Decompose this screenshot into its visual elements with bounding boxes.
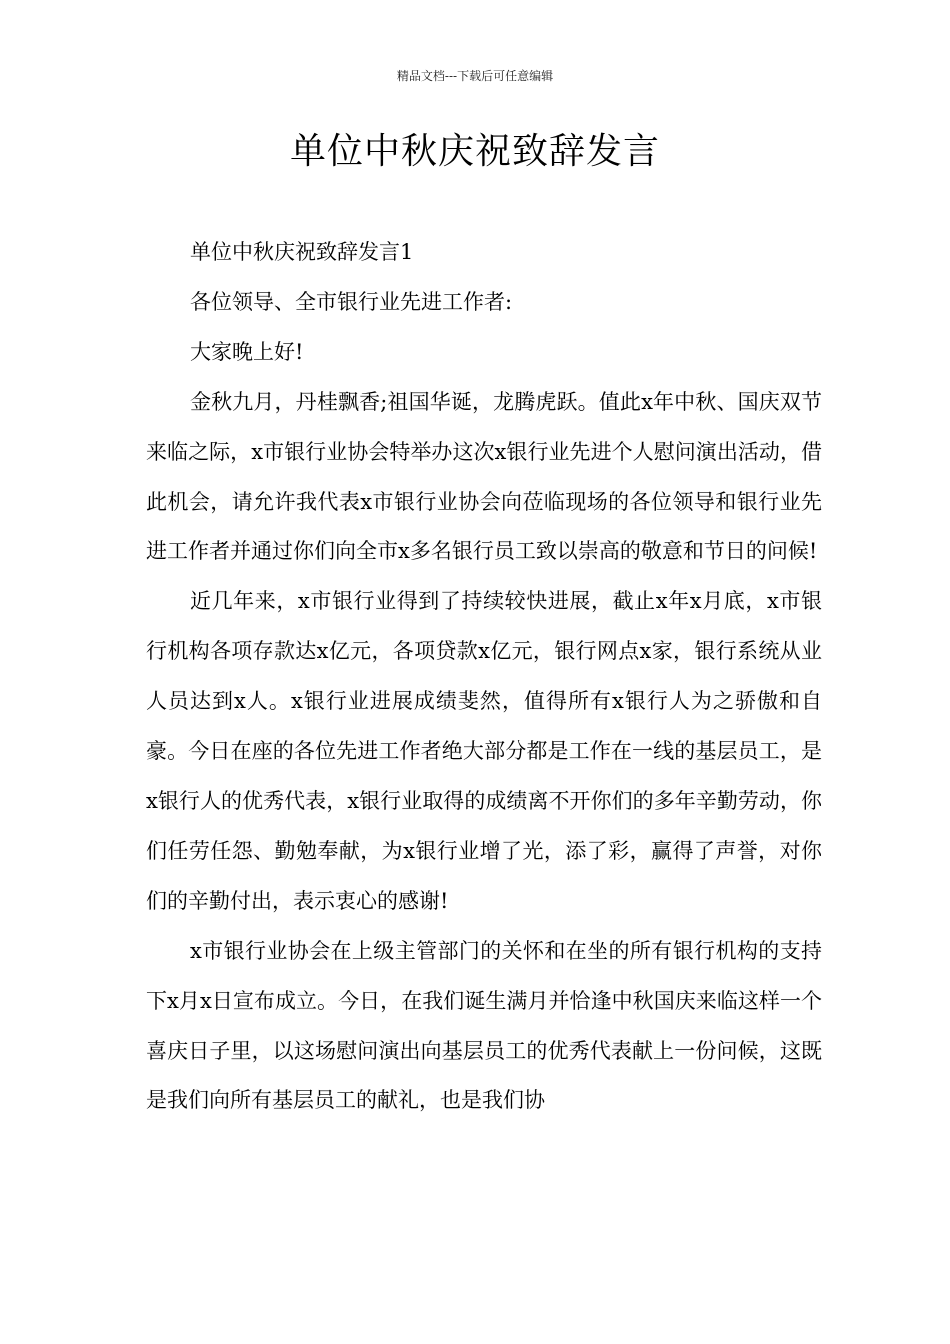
paragraph-body-1: 金秋九月，丹桂飘香;祖国华诞，龙腾虎跃。值此x年中秋、国庆双节来临之际，x市银行业协会特举办这次x银行业先进个人慰问演出活动，借此机会，请允许我代表x市银行业协会向莅临现场的各位领导和银行业先进工作者并通过你们向全市x多名银行员工致以崇高的敬意和节日的问候! (146, 389, 822, 564)
document-body (146, 228, 822, 1126)
paragraph-salutation: 各位领导、全市银行业先进工作者: (190, 289, 513, 314)
paragraph-body-2: 近几年来，x市银行业得到了持续较快进展，截止x年x月底，x市银行机构各项存款达x亿元，各项贷款x亿元，银行网点x家，银行系统从业人员达到x人。x银行业进展成绩斐然，值得所有x银行人为之骄傲和自豪。今日在座的各位先进工作者绝大部分都是工作在一线的基层员工，是x银行人的优秀代表，x银行业取得的成绩离不开你们的多年辛勤劳动，你们任劳任怨、勤勉奉献，为x银行业增了光，添了彩，赢得了声誉，对你们的辛勤付出，表示衷心的感谢! (146, 589, 822, 913)
paragraph-subtitle: 单位中秋庆祝致辞发言1 (190, 240, 414, 264)
paragraph-greeting: 大家晚上好! (190, 339, 304, 364)
paragraph-body-3: x市银行业协会在上级主管部门的关怀和在坐的所有银行机构的支持下x月x日宣布成立。今日，在我们诞生满月并恰逢中秋国庆来临这样一个喜庆日子里，以这场慰问演出向基层员工的优秀代表献上一份问候，这既是我们向所有基层员工的献礼，也是我们协 (146, 938, 822, 1113)
document-title: 单位中秋庆祝致辞发言 (289, 131, 660, 172)
header-note: 精品文档---下载后可任意编辑 (396, 69, 554, 83)
